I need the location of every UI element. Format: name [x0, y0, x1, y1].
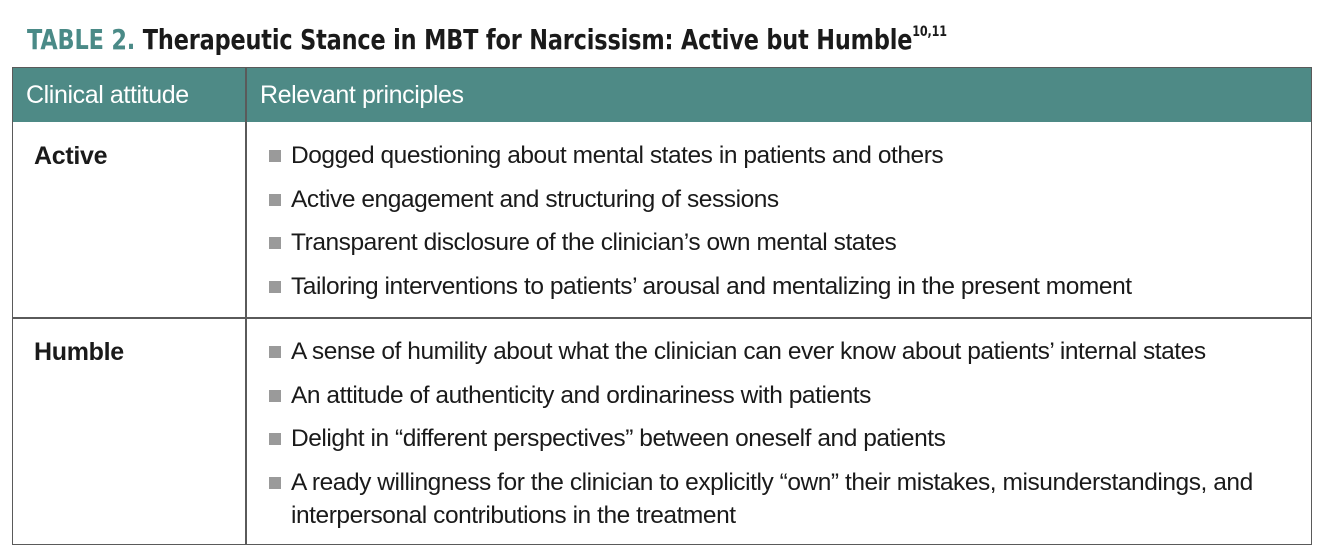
table-title: [27, 18, 947, 62]
square-bullet-icon: [269, 281, 281, 293]
column-divider: [245, 68, 247, 544]
table-header: [13, 68, 1311, 122]
principle-text: Delight in “different perspectives” between oneself and patients: [291, 425, 946, 452]
square-bullet-icon: [269, 346, 281, 358]
principle-text: Dogged questioning about mental states in patients and others: [291, 142, 944, 169]
list-item: [269, 422, 1309, 455]
table-title-text: Therapeutic Stance in MBT for Narcissism: Active but Humble: [142, 23, 913, 56]
header-relevant-principles: Relevant principles: [260, 81, 464, 109]
square-bullet-icon: [269, 237, 281, 249]
attitude-humble: Humble: [34, 338, 124, 366]
list-item: [269, 466, 1309, 532]
list-item: [269, 335, 1309, 368]
square-bullet-icon: [269, 194, 281, 206]
principle-text: Active engagement and structuring of sessions: [291, 185, 779, 213]
square-bullet-icon: [269, 433, 281, 445]
principle-text: An attitude of authenticity and ordinariness with patients: [291, 381, 871, 409]
square-bullet-icon: [269, 477, 281, 489]
principles-list-humble: [269, 335, 1309, 542]
reference-superscript: 10,11: [912, 24, 947, 40]
row-divider: [13, 317, 1311, 319]
principle-text: Transparent disclosure of the clinician’s own mental states: [291, 229, 897, 256]
table-number: TABLE 2.: [27, 23, 136, 56]
list-item: [269, 270, 1309, 303]
principle-text: A ready willingness for the clinician to explicitly “own” their mistakes, misunderstandings, and interpersonal contributions in the treatment: [291, 468, 1253, 529]
square-bullet-icon: [269, 150, 281, 162]
header-clinical-attitude: Clinical attitude: [26, 81, 189, 109]
list-item: [269, 183, 1309, 216]
principle-text: A sense of humility about what the clinician can ever know about patients’ internal states: [291, 338, 1206, 365]
list-item: [269, 139, 1309, 172]
principle-text: Tailoring interventions to patients’ arousal and mentalizing in the present moment: [291, 272, 1132, 300]
principles-table: [12, 67, 1312, 545]
list-item: [269, 226, 1309, 259]
square-bullet-icon: [269, 390, 281, 402]
attitude-active: Active: [34, 142, 108, 170]
list-item: [269, 379, 1309, 412]
principles-list-active: [269, 139, 1309, 313]
